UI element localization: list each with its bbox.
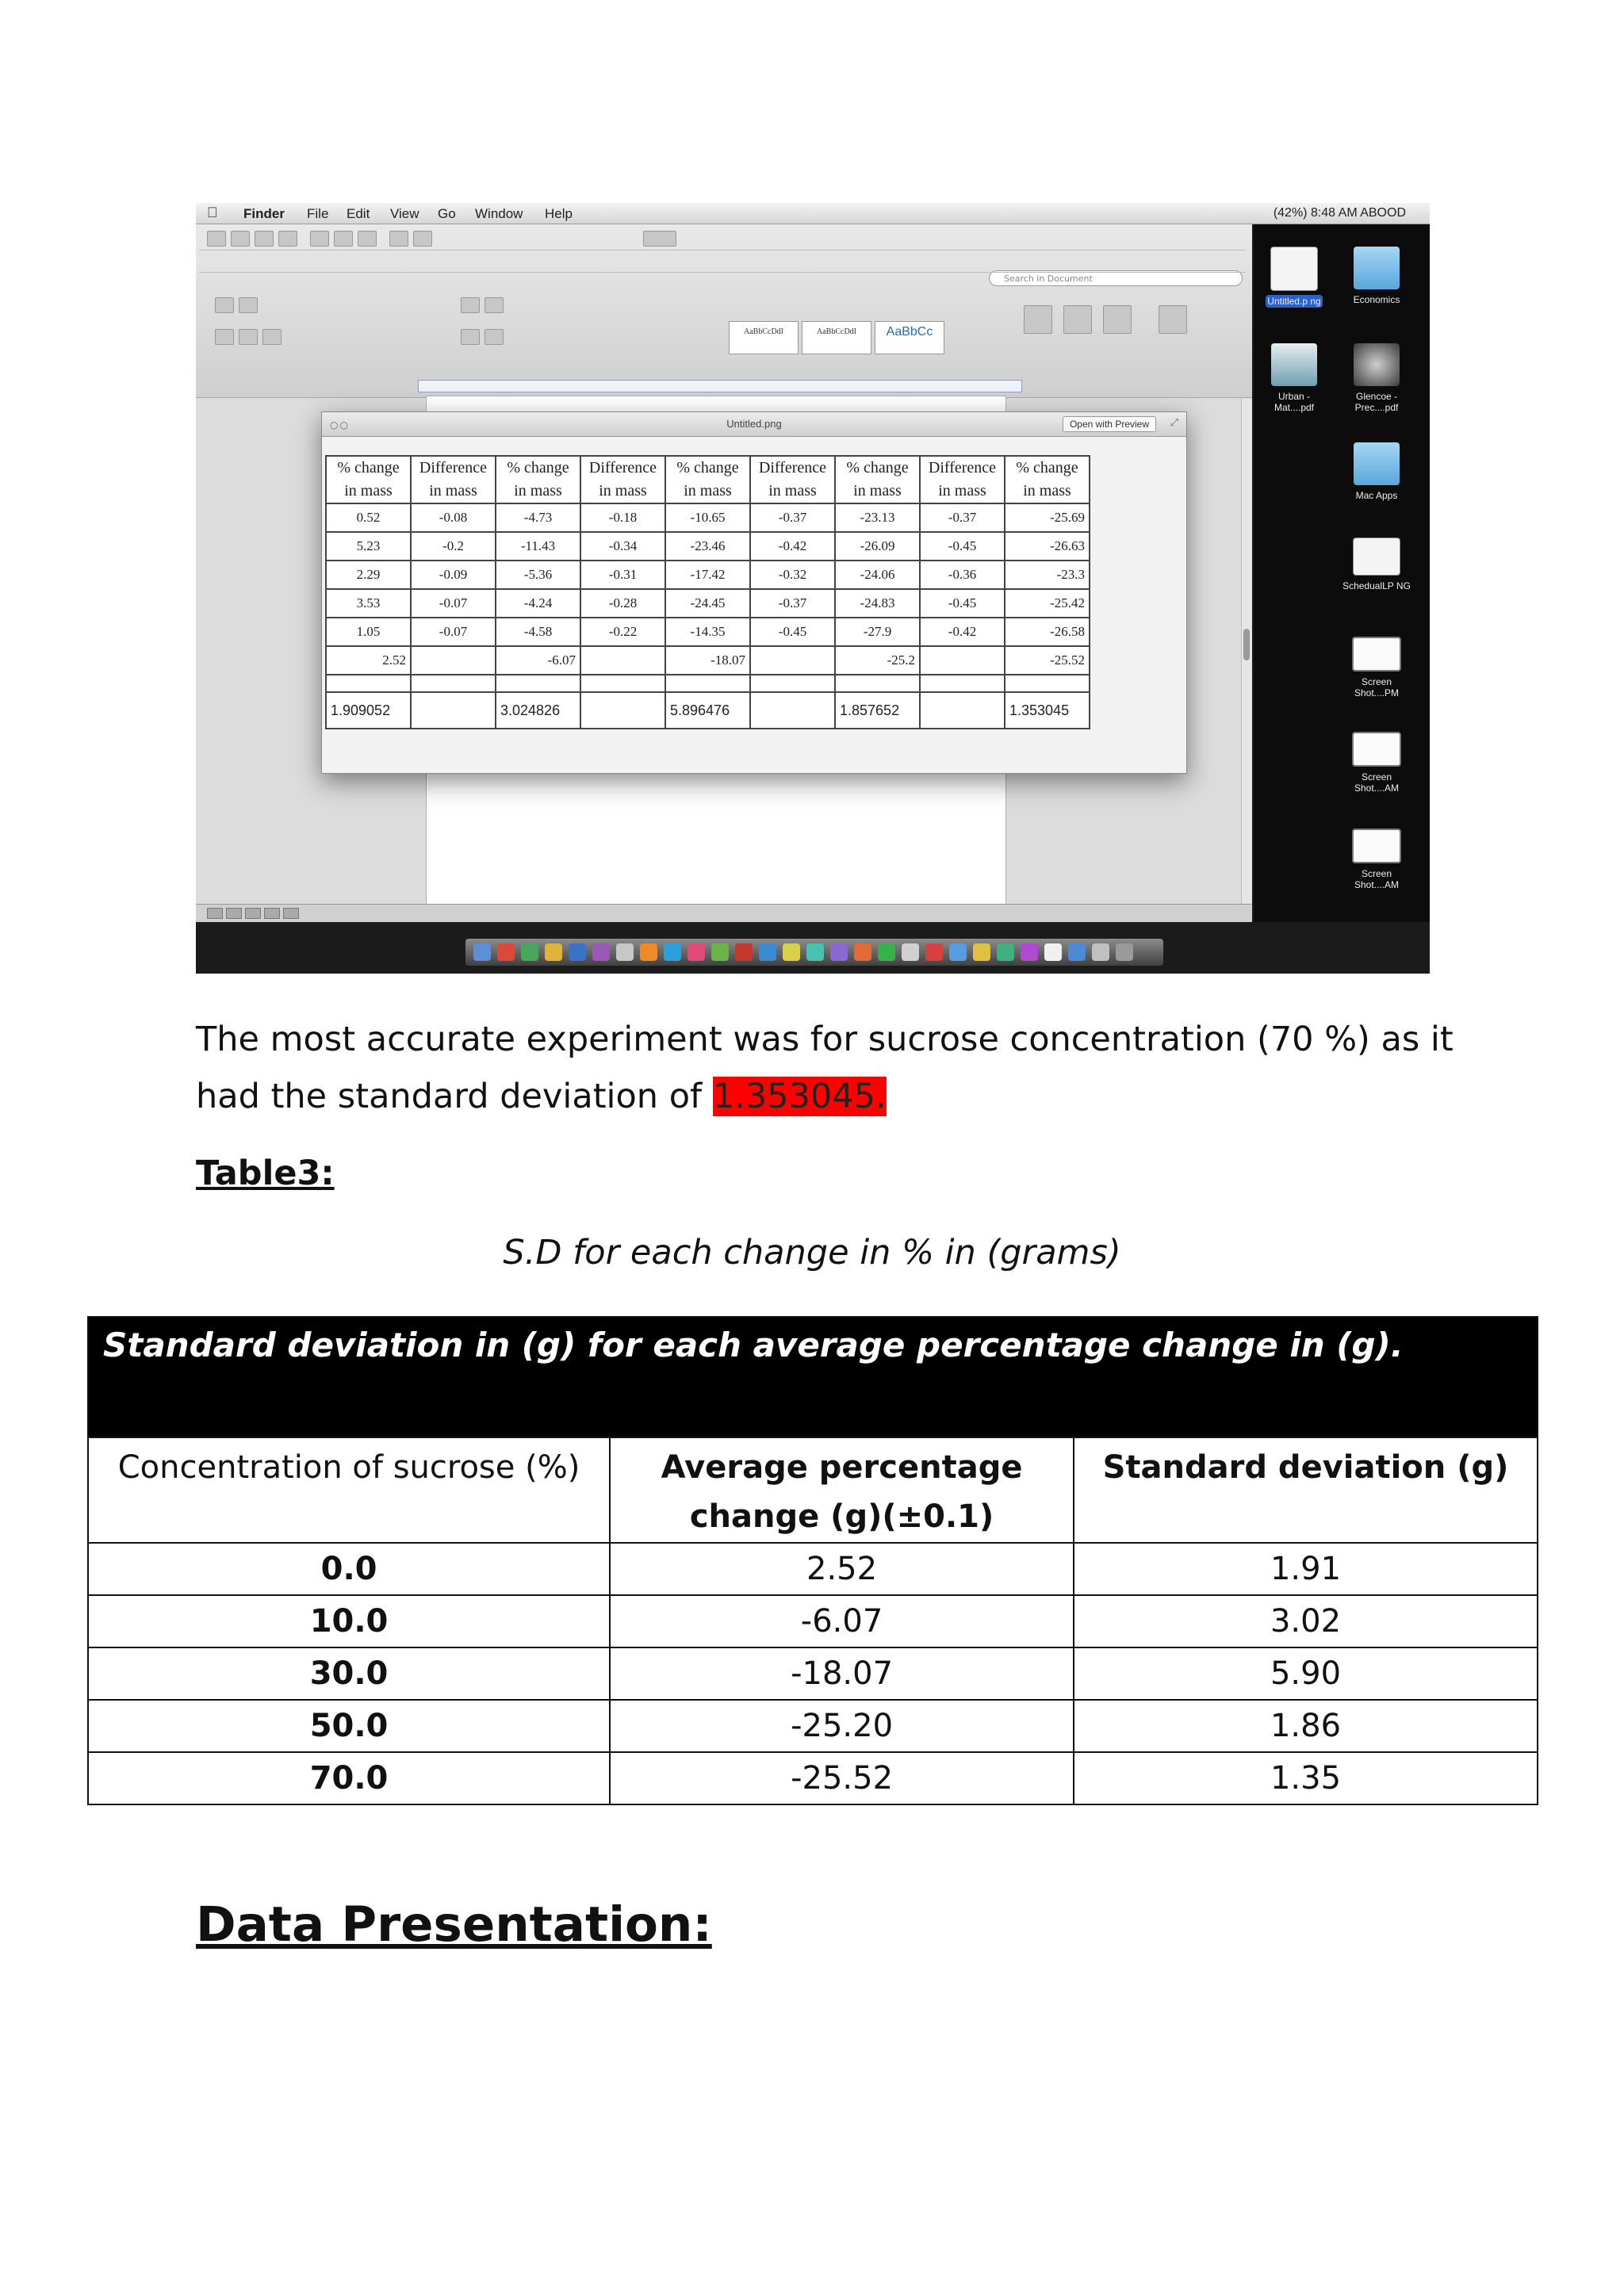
- dock-app-icon[interactable]: [688, 943, 705, 961]
- table-header-row: [326, 456, 1090, 503]
- cell: -0.09: [411, 561, 496, 589]
- dock-app-icon[interactable]: [783, 943, 800, 961]
- conclusion-paragraph: [196, 1011, 1465, 1125]
- cell: -26.58: [1005, 618, 1090, 646]
- header-cell: % change in mass: [496, 456, 580, 503]
- bold-icon[interactable]: [215, 329, 234, 345]
- cell: -24.06: [835, 561, 920, 589]
- paste-icon[interactable]: [358, 231, 377, 247]
- cell: -23.13: [835, 503, 920, 532]
- dock-app-icon[interactable]: [664, 943, 681, 961]
- folder-icon: [1354, 247, 1400, 289]
- copy-icon[interactable]: [334, 231, 353, 247]
- cell: -17.42: [665, 561, 750, 589]
- dock-app-icon[interactable]: [759, 943, 776, 961]
- cell: -0.07: [411, 618, 496, 646]
- header-cell: % change in mass: [835, 456, 920, 503]
- publishing-view-icon[interactable]: [283, 908, 299, 919]
- dock-app-icon[interactable]: [497, 943, 515, 961]
- dock-app-icon[interactable]: [473, 943, 491, 961]
- cell: [580, 692, 665, 729]
- cell: [920, 646, 1005, 675]
- icon-label: Glencoe - Prec....pdf: [1354, 391, 1399, 413]
- header-standard-deviation: Standard deviation (g): [1074, 1437, 1538, 1543]
- spacer-row: [326, 675, 1090, 692]
- cell: -4.58: [496, 618, 580, 646]
- cell: -0.42: [920, 618, 1005, 646]
- concentration-cell: 50.0: [88, 1700, 610, 1752]
- cell: -0.32: [750, 561, 835, 589]
- table-row: [326, 561, 1090, 589]
- header-average-change: Average percentage change (g)(±0.1): [610, 1437, 1074, 1543]
- italic-icon[interactable]: [239, 329, 258, 345]
- cell: -0.45: [920, 532, 1005, 561]
- table-row: [326, 532, 1090, 561]
- outline-view-icon[interactable]: [226, 908, 242, 919]
- cell: -0.37: [920, 503, 1005, 532]
- folder-icon: [1354, 442, 1400, 485]
- desktop-icon-glencoe[interactable]: [1341, 343, 1412, 413]
- table-row: [88, 1647, 1538, 1700]
- scrollbar-thumb[interactable]: [1243, 629, 1250, 660]
- sd-cell: 1.91: [1074, 1543, 1538, 1595]
- shape-icon[interactable]: [1063, 305, 1092, 334]
- average-cell: -18.07: [610, 1647, 1074, 1700]
- font-size-select[interactable]: [239, 297, 258, 313]
- preview-titlebar[interactable]: [322, 412, 1186, 437]
- average-cell: -6.07: [496, 646, 580, 675]
- raw-data-table: [325, 455, 1090, 729]
- text-box-icon[interactable]: [1024, 305, 1052, 334]
- icon-label: Urban - Mat....pdf: [1274, 391, 1315, 413]
- cell: -11.43: [496, 532, 580, 561]
- numbering-icon[interactable]: [485, 297, 504, 313]
- menu-window[interactable]: Window: [475, 206, 523, 221]
- cell: 1.05: [326, 618, 411, 646]
- sd-cell: 3.02: [1074, 1595, 1538, 1647]
- average-cell: -25.52: [610, 1752, 1074, 1804]
- header-cell: Difference in mass: [580, 456, 665, 503]
- draft-view-icon[interactable]: [207, 908, 223, 919]
- icon-label: Screen Shot....AM: [1354, 771, 1400, 794]
- average-cell: -18.07: [665, 646, 750, 675]
- dock-app-icon[interactable]: [997, 943, 1014, 961]
- standard-toolbar: [199, 228, 1246, 251]
- dock-app-icon[interactable]: [711, 943, 729, 961]
- dock-app-icon[interactable]: [640, 943, 657, 961]
- ribbon: [199, 281, 1246, 377]
- vertical-scrollbar[interactable]: [1241, 399, 1251, 906]
- menu-go[interactable]: Go: [438, 206, 456, 221]
- cell: [411, 646, 496, 675]
- cell: [580, 646, 665, 675]
- menu-edit[interactable]: Edit: [347, 206, 370, 221]
- cell: -0.42: [750, 532, 835, 561]
- dock-app-icon[interactable]: [521, 943, 538, 961]
- ruler[interactable]: [418, 380, 1022, 392]
- dock: [465, 939, 1163, 966]
- desktop-icon-economics[interactable]: [1341, 247, 1412, 305]
- sd-cell: 1.86: [1074, 1700, 1538, 1752]
- concentration-cell: 0.0: [88, 1543, 610, 1595]
- header-cell: Difference in mass: [411, 456, 496, 503]
- cell: 5.23: [326, 532, 411, 561]
- undo-icon[interactable]: [389, 231, 408, 247]
- cell: [411, 692, 496, 729]
- underline-icon[interactable]: [262, 329, 282, 345]
- icon-label: Mac Apps: [1355, 490, 1398, 501]
- cell: 3.53: [326, 589, 411, 618]
- dock-app-icon[interactable]: [545, 943, 562, 961]
- average-cell: 2.52: [610, 1543, 1074, 1595]
- dock-app-icon[interactable]: [1068, 943, 1086, 961]
- cell: -0.28: [580, 589, 665, 618]
- ribbon-tabs: [199, 256, 1246, 273]
- menu-view[interactable]: View: [390, 206, 419, 221]
- menubar-status: (42%) 8:48 AM ABOOD: [1273, 206, 1406, 220]
- std-dev-cell: 3.024826: [496, 692, 580, 729]
- screenshot-icon: [1352, 732, 1401, 767]
- cell: -26.63: [1005, 532, 1090, 561]
- embedded-screenshot: [196, 203, 1430, 974]
- cell: -25.69: [1005, 503, 1090, 532]
- cell: -0.45: [750, 618, 835, 646]
- icon-label: Screen Shot....PM: [1354, 676, 1400, 698]
- concentration-cell: 70.0: [88, 1752, 610, 1804]
- cell: -14.35: [665, 618, 750, 646]
- mac-menubar: [196, 203, 1430, 224]
- desktop-icon-screenshot-am[interactable]: [1341, 732, 1412, 794]
- header-cell: Difference in mass: [750, 456, 835, 503]
- align-left-icon[interactable]: [461, 329, 480, 345]
- desktop-icon-untitled[interactable]: [1258, 247, 1330, 307]
- preview-window[interactable]: [321, 411, 1187, 774]
- cell: -23.3: [1005, 561, 1090, 589]
- header-concentration: Concentration of sucrose (%): [88, 1437, 610, 1543]
- trash-icon[interactable]: [1116, 943, 1133, 961]
- cell: -0.37: [750, 503, 835, 532]
- header-cell: Difference in mass: [920, 456, 1005, 503]
- dock-app-icon[interactable]: [1092, 943, 1109, 961]
- average-row: [326, 646, 1090, 675]
- desktop-icon-schedual[interactable]: [1341, 538, 1412, 591]
- print-icon[interactable]: [278, 231, 297, 247]
- cell: -24.45: [665, 589, 750, 618]
- menu-file[interactable]: File: [307, 206, 329, 221]
- concentration-cell: 10.0: [88, 1595, 610, 1647]
- dock-app-icon[interactable]: [806, 943, 824, 961]
- dock-app-icon[interactable]: [1021, 943, 1038, 961]
- icon-label: Untitled.p ng: [1267, 296, 1321, 307]
- dock-app-icon[interactable]: [569, 943, 586, 961]
- open-icon[interactable]: [231, 231, 250, 247]
- desktop-icon-screenshot-pm[interactable]: [1341, 637, 1412, 698]
- cell: -4.73: [496, 503, 580, 532]
- table-title: Standard deviation in (g) for each average percentage change in (g).: [88, 1317, 1538, 1437]
- table-label: Table3:: [196, 1154, 335, 1193]
- style-normal[interactable]: AaBbCcDdI: [802, 321, 871, 354]
- word-toolbar: [196, 224, 1252, 398]
- desktop-icon-screenshot-am-2[interactable]: [1341, 828, 1412, 890]
- sd-cell: 5.90: [1074, 1647, 1538, 1700]
- bullets-icon[interactable]: [461, 297, 480, 313]
- std-dev-cell: 1.353045: [1005, 692, 1090, 729]
- notebook-view-icon[interactable]: [264, 908, 280, 919]
- preview-title: Untitled.png: [726, 418, 782, 430]
- new-doc-icon[interactable]: [207, 231, 226, 247]
- table-header-row: [88, 1437, 1538, 1543]
- dock-app-icon[interactable]: [616, 943, 634, 961]
- screenshot-icon: [1352, 637, 1401, 672]
- average-cell: -25.2: [835, 646, 920, 675]
- dock-app-icon[interactable]: [735, 943, 753, 961]
- cell: -0.2: [411, 532, 496, 561]
- std-dev-row: [326, 692, 1090, 729]
- dock-app-icon[interactable]: [902, 943, 919, 961]
- icon-label: Economics: [1353, 294, 1400, 305]
- desktop-icon-mac-apps[interactable]: [1341, 442, 1412, 501]
- cell: 2.29: [326, 561, 411, 589]
- style-heading-1[interactable]: AaBbCc: [875, 321, 944, 354]
- dock-app-icon[interactable]: [925, 943, 943, 961]
- header-cell: % change in mass: [326, 456, 411, 503]
- screenshot-icon: [1352, 828, 1401, 863]
- std-dev-cell: 1.857652: [835, 692, 920, 729]
- pdf-icon: [1354, 343, 1400, 386]
- average-cell: -25.52: [1005, 646, 1090, 675]
- cell: -10.65: [665, 503, 750, 532]
- sd-cell: 1.35: [1074, 1752, 1538, 1804]
- cell: -24.83: [835, 589, 920, 618]
- picture-icon[interactable]: [1103, 305, 1132, 334]
- header-cell: % change in mass: [1005, 456, 1090, 503]
- cell: [920, 692, 1005, 729]
- cell: -4.24: [496, 589, 580, 618]
- print-layout-view-icon[interactable]: [245, 908, 261, 919]
- apple-menu-icon[interactable]: [207, 205, 218, 221]
- cell: -27.9: [835, 618, 920, 646]
- std-dev-cell: 5.896476: [665, 692, 750, 729]
- header-cell: % change in mass: [665, 456, 750, 503]
- std-dev-cell: 1.909052: [326, 692, 411, 729]
- dock-app-icon[interactable]: [854, 943, 871, 961]
- window-controls[interactable]: ○○: [330, 419, 350, 430]
- average-cell: 2.52: [326, 646, 411, 675]
- cell: [750, 646, 835, 675]
- cell: -0.22: [580, 618, 665, 646]
- paragraph-text: The most accurate experiment was for sucrose concentration (70 %) as it had the standard deviation of: [196, 1020, 1454, 1116]
- open-with-preview-button[interactable]: Open with Preview: [1063, 416, 1156, 432]
- themes-icon[interactable]: [1159, 305, 1187, 334]
- average-cell: -25.20: [610, 1700, 1074, 1752]
- cell: -5.36: [496, 561, 580, 589]
- menu-help[interactable]: Help: [545, 206, 573, 221]
- cut-icon[interactable]: [310, 231, 329, 247]
- table-row: [326, 503, 1090, 532]
- dock-app-icon[interactable]: [949, 943, 967, 961]
- dock-app-icon[interactable]: [1044, 943, 1062, 961]
- cell: -25.42: [1005, 589, 1090, 618]
- style-no-spacing[interactable]: AaBbCcDdI: [729, 321, 799, 354]
- cell: -0.34: [580, 532, 665, 561]
- pdf-icon: [1271, 343, 1317, 386]
- table-row: [326, 589, 1090, 618]
- icon-label: SchedualLP NG: [1342, 580, 1411, 591]
- dock-app-icon[interactable]: [830, 943, 848, 961]
- table-row: [88, 1595, 1538, 1647]
- standard-deviation-table: [87, 1316, 1538, 1805]
- expand-icon[interactable]: ⤢: [1170, 417, 1178, 429]
- cell: -0.08: [411, 503, 496, 532]
- cell: -0.36: [920, 561, 1005, 589]
- font-select[interactable]: [215, 297, 234, 313]
- menu-finder[interactable]: Finder: [243, 206, 285, 221]
- word-statusbar: [196, 904, 1252, 922]
- cell: [750, 692, 835, 729]
- cell: 0.52: [326, 503, 411, 532]
- zoom-select[interactable]: [643, 231, 676, 247]
- cell: -0.37: [750, 589, 835, 618]
- cell: -0.45: [920, 589, 1005, 618]
- table-row: [88, 1700, 1538, 1752]
- document-icon: [1270, 247, 1318, 291]
- desktop-icon-urban[interactable]: [1258, 343, 1330, 413]
- cell: -23.46: [665, 532, 750, 561]
- table-row: [88, 1543, 1538, 1595]
- table-row: [88, 1752, 1538, 1804]
- cell: -0.07: [411, 589, 496, 618]
- document-icon: [1353, 538, 1400, 576]
- section-heading: Data Presentation:: [196, 1896, 712, 1953]
- redo-icon[interactable]: [413, 231, 432, 247]
- dock-app-icon[interactable]: [878, 943, 895, 961]
- save-icon[interactable]: [255, 231, 274, 247]
- table-caption: S.D for each change in % in (grams): [503, 1233, 1121, 1272]
- table-row: [326, 618, 1090, 646]
- align-center-icon[interactable]: [485, 329, 504, 345]
- desktop-panel: [1254, 224, 1430, 922]
- average-cell: -6.07: [610, 1595, 1074, 1647]
- concentration-cell: 30.0: [88, 1647, 610, 1700]
- search-in-document-input[interactable]: Search in Document: [989, 270, 1243, 286]
- highlighted-value: 1.353045.: [712, 1077, 887, 1116]
- cell: -0.31: [580, 561, 665, 589]
- icon-label: Screen Shot....AM: [1354, 868, 1400, 890]
- cell: -0.18: [580, 503, 665, 532]
- cell: -26.09: [835, 532, 920, 561]
- dock-app-icon[interactable]: [973, 943, 990, 961]
- dock-app-icon[interactable]: [592, 943, 610, 961]
- table-title-row: [88, 1317, 1538, 1437]
